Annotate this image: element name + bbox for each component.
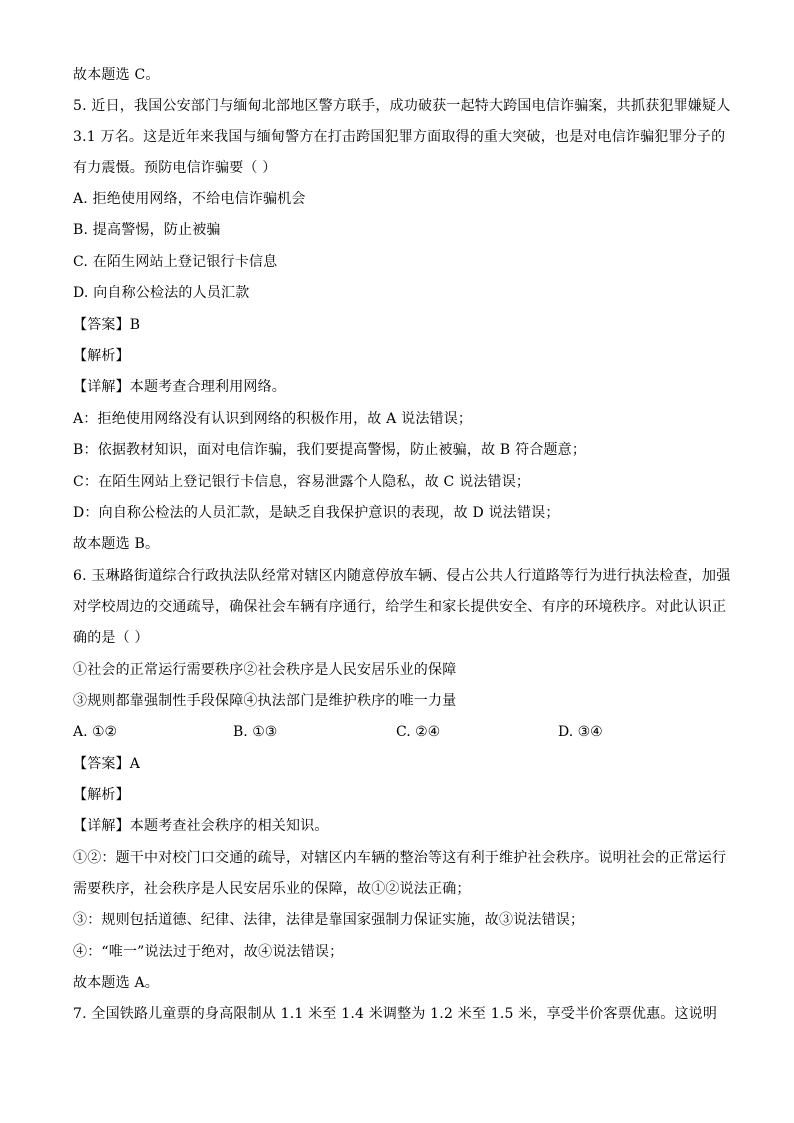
q6-explanation-line-3: ③：规则包括道德、纪律、法律，法律是靠国家强制力保证实施，故③说法错误； bbox=[73, 912, 585, 928]
q5-explanation-a: A：拒绝使用网络没有认识到网络的积极作用，故 A 说法错误； bbox=[73, 411, 473, 427]
q6-conclusion: 故本题选 A。 bbox=[73, 975, 159, 991]
q5-explanation-b: B：依据教材知识，面对电信诈骗，我们要提高警惕，防止被骗，故 B 符合题意； bbox=[73, 442, 587, 458]
q6-option-c: C. ②④ bbox=[396, 724, 441, 740]
q6-explanation-line-4: ④：“唯一”说法过于绝对，故④说法错误； bbox=[73, 944, 344, 960]
q5-option-c: C. 在陌生网站上登记银行卡信息 bbox=[73, 254, 278, 270]
q6-explanation-line-1: ①②：题干中对校门口交通的疏导，对辖区内车辆的整治等这有利于维护社会秩序。说明社会的正常运行 bbox=[73, 850, 727, 866]
q5-explanation-c: C：在陌生网站上登记银行卡信息，容易泄露个人隐私，故 C 说法错误； bbox=[73, 474, 531, 490]
q6-option-b: B. ①③ bbox=[233, 724, 278, 740]
q5-stem-line-3: 有力震慑。预防电信诈骗要（ ） bbox=[73, 160, 277, 176]
q6-stem-line-1: 6. 玉琳路街道综合行政执法队经常对辖区内随意停放车辆、侵占公共人行道路等行为进行执法检查，加强 bbox=[73, 568, 731, 584]
q6-statement-line-1: ①社会的正常运行需要秩序②社会秩序是人民安居乐业的保障 bbox=[73, 662, 457, 678]
q6-analysis-heading: 【解析】 bbox=[73, 787, 130, 803]
q6-detail: 【详解】本题考查社会秩序的相关知识。 bbox=[73, 818, 329, 834]
q6-option-d: D. ③④ bbox=[558, 724, 603, 740]
q5-stem-line-2: 3.1 万名。这是近年来我国与缅甸警方在打击跨国犯罪方面取得的重大突破，也是对电信诈骗犯罪分子的 bbox=[73, 129, 726, 145]
q6-answer: 【答案】A bbox=[73, 756, 141, 772]
q6-stem-line-3: 确的是（ ） bbox=[73, 630, 149, 646]
q7-stem-line-1: 7. 全国铁路儿童票的身高限制从 1.1 米至 1.4 米调整为 1.2 米至 1.5 米，享受半价客票优惠。这说明 bbox=[73, 1006, 718, 1022]
q6-option-a: A. ①② bbox=[73, 724, 118, 740]
prev-conclusion: 故本题选 C。 bbox=[73, 67, 160, 83]
q5-analysis-heading: 【解析】 bbox=[73, 348, 130, 364]
q5-option-b: B. 提高警惕，防止被骗 bbox=[73, 222, 221, 238]
q5-option-d: D. 向自称公检法的人员汇款 bbox=[73, 285, 250, 301]
q5-stem-line-1: 5. 近日，我国公安部门与缅甸北部地区警方联手，成功破获一起特大跨国电信诈骗案，共抓获犯罪嫌疑人 bbox=[73, 98, 731, 114]
q5-conclusion: 故本题选 B。 bbox=[73, 536, 160, 552]
q5-detail: 【详解】本题考查合理利用网络。 bbox=[73, 379, 286, 395]
q6-explanation-line-2: 需要秩序，社会秩序是人民安居乐业的保障，故①②说法正确； bbox=[73, 881, 471, 897]
q5-answer: 【答案】B bbox=[73, 317, 141, 333]
q6-statement-line-2: ③规则都靠强制性手段保障④执法部门是维护秩序的唯一力量 bbox=[73, 693, 457, 709]
q6-stem-line-2: 对学校周边的交通疏导，确保社会车辆有序通行，给学生和家长提供安全、有序的环境秩序。对此认识正 bbox=[73, 599, 727, 615]
q5-option-a: A. 拒绝使用网络，不给电信诈骗机会 bbox=[73, 191, 306, 207]
q5-explanation-d: D：向自称公检法的人员汇款，是缺乏自我保护意识的表现，故 D 说法错误； bbox=[73, 505, 560, 521]
